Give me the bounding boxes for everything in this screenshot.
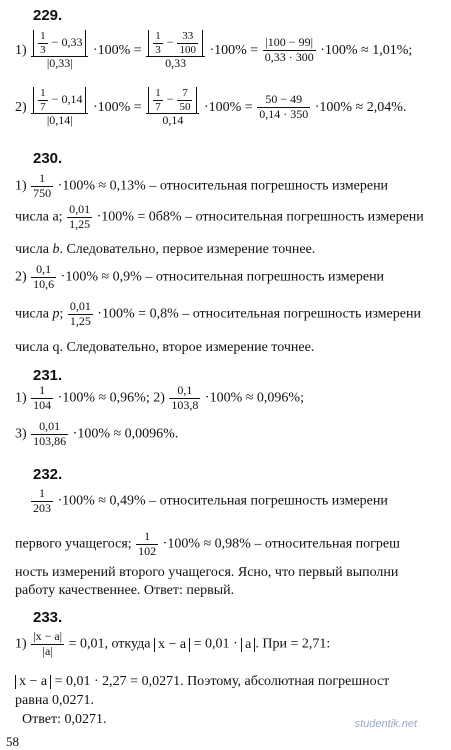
problem-229-number: 229. [33, 8, 63, 23]
fraction: $\frac{1}{3}$ − 0,33 |0,33| [31, 30, 88, 71]
problem-232-number: 232. [33, 467, 63, 482]
problem-230-row-5: числа p; $\frac{0,01}{1,25}$ ·100% = 0,8% – относительная погрешность измерени [15, 300, 421, 328]
problem-233-row-2: x − a = 0,01 · 2,27 = 0,0271. Поэтому, абсолютная погрешност [15, 675, 389, 689]
problem-229-line-1: 1) $\frac{1}{3}$ − 0,33 |0,33| ·100% = $\frac{1}{3}$ − $\frac{33}{100}$ 0,33 ·100% = $\frac{|100 - 99|}{0,33 \cdot 300}$ ·100% ≈ 1,01%; [15, 30, 413, 71]
problem-232-row-3: ность измерений второго учащегося. Ясно, что первый выполни [15, 566, 399, 580]
problem-230-number: 230. [33, 151, 63, 166]
problem-232-row-4: работу качественнее. Ответ: первый. [15, 584, 235, 598]
fraction: $\frac{|100 - 99|}{0,33 \cdot 300}$ [264, 35, 314, 65]
page-number: 58 [6, 734, 19, 749]
problem-230-row-4: 2) $\frac{0,1}{10,6}$ ·100% ≈ 0,9% – относительная погрешность измерени [15, 263, 385, 291]
problem-231-row-1: 1) $\frac{1}{104}$ ·100% ≈ 0,96%; 2) $\frac{0,1}{103,8}$ ·100% ≈ 0,096%; [15, 384, 304, 412]
problem-232-row-1: $\frac{1}{203}$ ·100% ≈ 0,49% – относительная погрешность измерени [33, 487, 388, 515]
watermark: studentik.net [354, 718, 417, 730]
fraction: $\frac{1}{7}$ − 0,14 |0,14| [31, 87, 88, 128]
problem-233-row-4: Ответ: 0,0271. [22, 713, 107, 727]
problem-233-row-3: равна 0,0271. [15, 694, 95, 708]
problem-230-row-2: числа a; $\frac{0,01}{1,25}$ ·100% = 0б8% – относительная погрешность измерени [15, 203, 424, 231]
problem-231-row-2: 3) $\frac{0,01}{103,86}$ ·100% ≈ 0,0096%. [15, 420, 179, 448]
problem-230-row-3: числа b. Следовательно, первое измерение точнее. [15, 243, 316, 257]
fraction: $\frac{50 - 49}{0,14 \cdot 350}$ [259, 92, 309, 122]
problem-230-row-6: числа q. Следовательно, второе измерение точнее. [15, 341, 315, 355]
problem-233-row-1: 1) $\frac{|x - a|}{|a|}$ = 0,01, откуда x − a = 0,01 · a . При = 2,71: [15, 630, 331, 658]
problem-229-line-2: 2) $\frac{1}{7}$ − 0,14 |0,14| ·100% = $\frac{1}{7}$ − $\frac{7}{50}$ 0,14 ·100% = $\frac{50 - 49}{0,14 \cdot 350}$ ·100% ≈ 2,04%. [15, 87, 407, 128]
problem-230-row-1: 1) $\frac{1}{750}$ ·100% ≈ 0,13% – относительная погрешность измерени [15, 172, 389, 200]
fraction: $\frac{1}{3}$ − $\frac{33}{100}$ 0,33 [146, 30, 205, 71]
problem-231-number: 231. [33, 368, 63, 383]
fraction: $\frac{1}{7}$ − $\frac{7}{50}$ 0,14 [146, 87, 199, 128]
problem-233-number: 233. [33, 610, 63, 625]
problem-232-row-2: первого учащегося; $\frac{1}{102}$ ·100% ≈ 0,98% – относительная погреш [15, 530, 400, 558]
